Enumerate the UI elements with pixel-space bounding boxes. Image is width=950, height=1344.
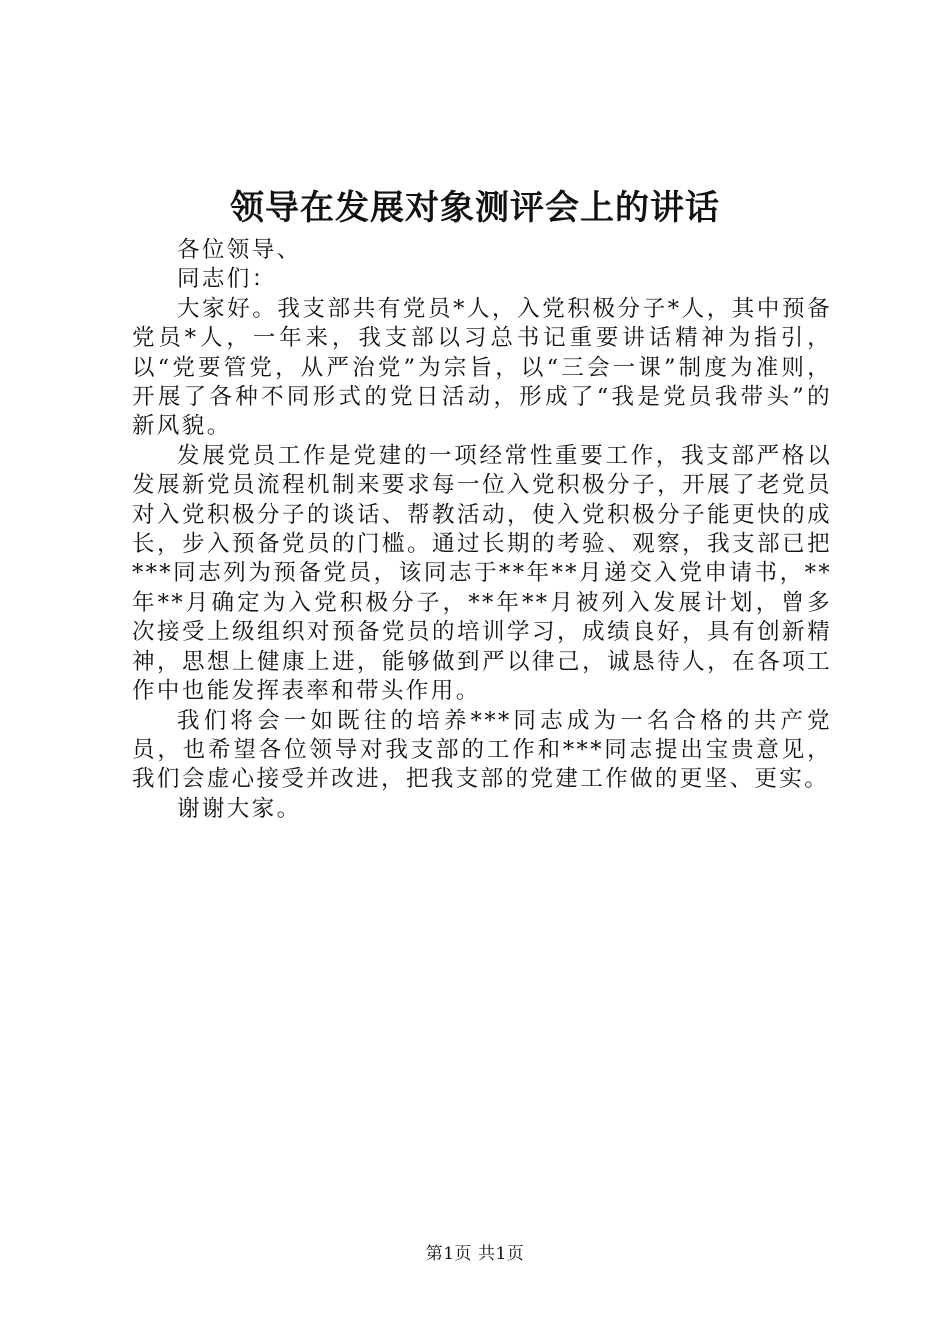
document-body bbox=[132, 236, 832, 824]
paragraph-development: 发展党员工作是党建的一项经常性重要工作，我支部严格以发展新党员流程机制来要求每一位入党积极分子，开展了老党员对入党积极分子的谈话、帮教活动，使入党积极分子能更快的成长，步入预备党员的门槛。通过长期的考验、观察，我支部已把***同志列为预备党员，该同志于**年**月递交入党申请书，**年**月确定为入党积极分子，**年**月被列入发展计划，曾多次接受上级组织对预备党员的培训学习，成绩良好，具有创新精神，思想上健康上进，能够做到严以律己，诚恳待人，在各项工作中也能发挥表率和带头作用。 bbox=[132, 442, 832, 705]
salutation-leaders: 各位领导、 bbox=[177, 237, 302, 263]
paragraph-conclusion: 我们将会一如既往的培养***同志成为一名合格的共产党员，也希望各位领导对我支部的工作和***同志提出宝贵意见，我们会虚心接受并改进，把我支部的党建工作做的更坚、更实。 bbox=[132, 707, 832, 793]
page-footer: 第1页 共1页 bbox=[425, 1244, 525, 1264]
closing-thanks: 谢谢大家。 bbox=[177, 795, 302, 822]
salutation-comrades: 同志们： bbox=[177, 266, 277, 293]
paragraph-intro: 大家好。我支部共有党员*人，入党积极分子*人，其中预备党员*人，一年来，我支部以习总书记重要讲话精神为指引，以“党要管党，从严治党”为宗旨，以“三会一课”制度为准则，开展了各种不同形式的党日活动，形成了“我是党员我带头”的新风貌。 bbox=[132, 295, 832, 440]
document-title: 领导在发展对象测评会上的讲话 bbox=[230, 188, 720, 228]
